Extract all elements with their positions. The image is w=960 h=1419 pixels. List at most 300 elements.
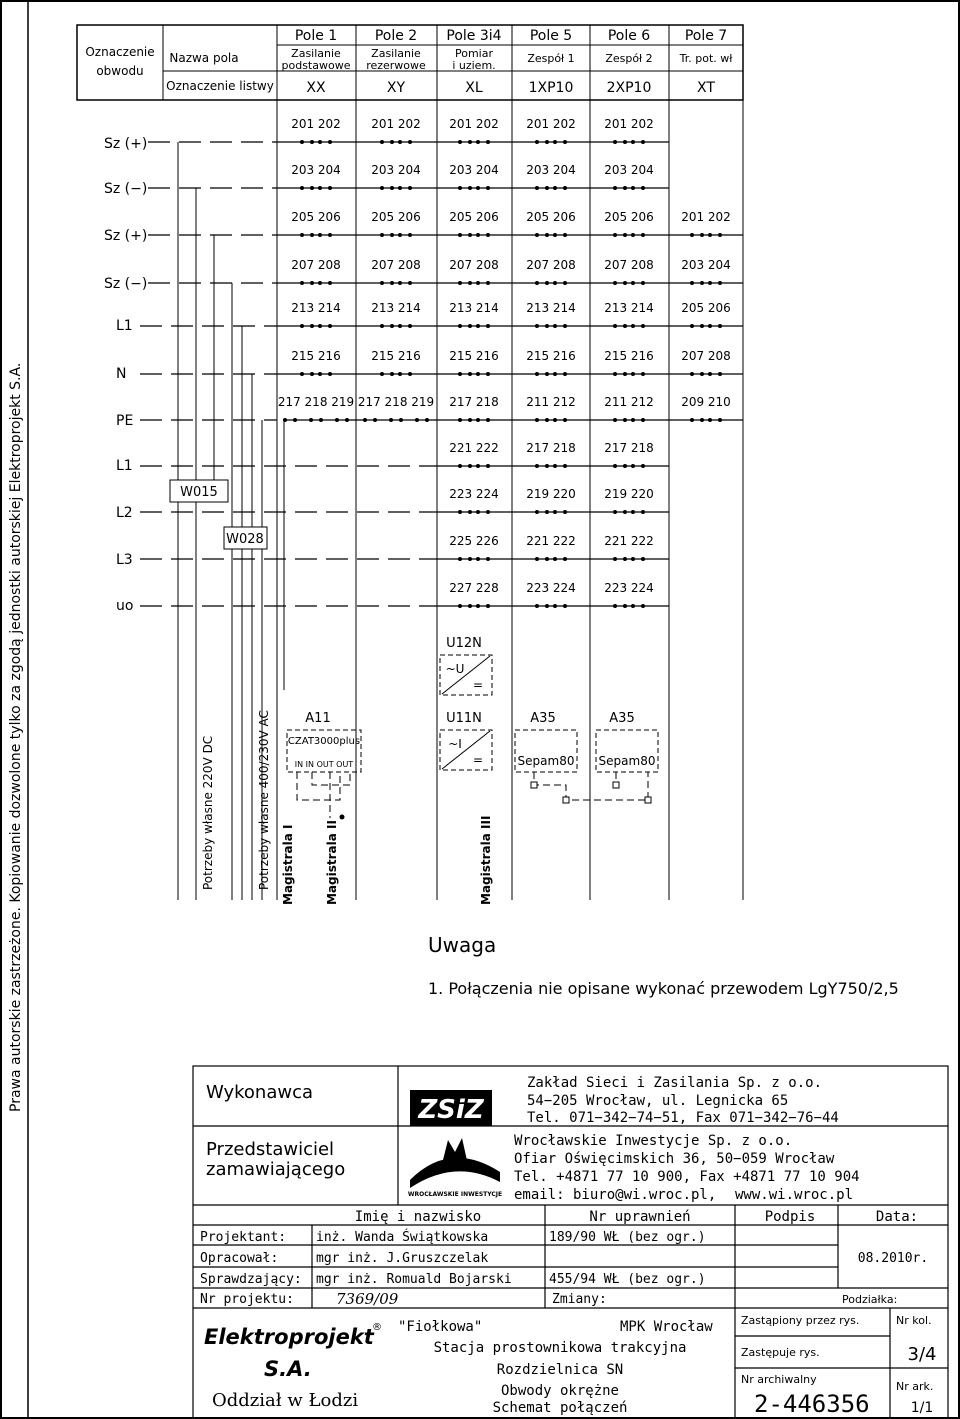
terminal-label-row4-3: 207 208: [526, 258, 576, 272]
terminal-dot: [486, 418, 490, 422]
designer-label: Projektant:: [200, 1230, 287, 1245]
terminal-dot: [623, 464, 627, 468]
terminal-dot: [468, 281, 472, 285]
terminal-dot: [476, 324, 480, 328]
strip-2: XY: [386, 80, 406, 96]
device-u12n: U12N: [446, 636, 482, 651]
terminal-dot: [613, 186, 617, 190]
terminal-dot: [535, 281, 539, 285]
terminal-dot: [718, 418, 722, 422]
terminal-dot: [476, 186, 480, 190]
terminal-dot: [613, 233, 617, 237]
terminal-dot: [631, 186, 635, 190]
terminal-label-row1-1: 201 202: [371, 117, 421, 131]
terminal-label-row3-0: 205 206: [291, 210, 341, 224]
col-no: 3/4: [907, 1344, 937, 1365]
terminal-label-row5-1: 213 214: [371, 301, 421, 315]
terminal-dot: [690, 324, 694, 328]
terminal-dot: [380, 372, 384, 376]
device-czat: CZAT3000plus: [287, 736, 361, 747]
terminal-dot: [486, 510, 490, 514]
terminal-dot: [318, 281, 322, 285]
terminal-dot: [535, 324, 539, 328]
field-name-label: Nazwa pola: [169, 51, 239, 65]
terminal-dot: [468, 418, 472, 422]
terminal-label-row1-2: 201 202: [449, 117, 499, 131]
terminal-label-row6-4: 215 216: [604, 349, 654, 363]
terminal-dot: [468, 233, 472, 237]
pole-7: Pole 7: [684, 28, 728, 44]
strip-label: Oznaczenie listwy: [166, 79, 274, 93]
terminal-dot: [458, 233, 462, 237]
terminal-dot: [476, 604, 480, 608]
bus-dot: [340, 815, 345, 820]
terminal-label-row7-3: 211 212: [526, 395, 576, 409]
terminal-dot: [641, 464, 645, 468]
terminal-label-row9-2: 223 224: [449, 487, 499, 501]
circuit-label-2: obwodu: [96, 64, 144, 78]
terminal-dot: [309, 418, 313, 422]
terminal-dot: [363, 418, 367, 422]
svg-text:S.A.: S.A.: [264, 1357, 312, 1381]
terminal-dot: [390, 372, 394, 376]
terminal-dot: [408, 281, 412, 285]
circuit-l2: L2: [116, 505, 133, 521]
terminal-dot: [398, 372, 402, 376]
terminal-dot: [458, 372, 462, 376]
terminal-dot: [613, 140, 617, 144]
terminal-label-row10-3: 221 222: [526, 534, 576, 548]
col-date: Data:: [875, 1209, 919, 1225]
device-a35-2: A35: [609, 711, 635, 726]
circuit-sz-plus-1: Sz (+): [104, 136, 148, 152]
drawing-description: [398, 1319, 713, 1416]
tb-contractor: Wykonawca: [206, 1082, 314, 1103]
terminal-dot: [319, 418, 323, 422]
terminal-dot: [318, 186, 322, 190]
terminal-dot: [641, 281, 645, 285]
bus-magistrala-2: Magistrala II: [325, 820, 339, 905]
terminal-dot: [553, 510, 557, 514]
table-headers: [355, 1209, 918, 1225]
terminal-label-row4-2: 207 208: [449, 258, 499, 272]
terminal-dot: [535, 140, 539, 144]
desc-4: Schemat połączeń: [492, 1400, 628, 1416]
terminal-dot: [310, 324, 314, 328]
circuit-n: N: [116, 366, 127, 382]
terminal-dot: [545, 233, 549, 237]
checker-name: mgr inż. Romuald Bojarski: [316, 1272, 512, 1287]
terminal-dot: [690, 372, 694, 376]
date-value: 08.2010r.: [857, 1251, 929, 1266]
terminal-label-row4-5: 203 204: [681, 258, 731, 272]
pole-5: Pole 5: [529, 28, 573, 44]
company1-line1: Zakład Sieci i Zasilania Sp. z o.o.: [527, 1075, 823, 1091]
terminal-dot: [563, 372, 567, 376]
obj-name: "Fiołkowa": [398, 1319, 483, 1335]
note-text: 1. Połączenia nie opisane wykonać przewodem LgY750/2,5: [428, 979, 899, 998]
terminal-dot: [468, 604, 472, 608]
company2-line1: Wrocławskie Inwestycje Sp. z o.o.: [514, 1133, 793, 1149]
terminal-dot: [310, 233, 314, 237]
terminal-label-row10-4: 221 222: [604, 534, 654, 548]
terminal-dot: [631, 464, 635, 468]
terminal-dot: [545, 604, 549, 608]
field-1-name: Zasilanie: [291, 47, 341, 60]
elektroprojekt-logo: [204, 1322, 382, 1381]
terminal-label-row2-3: 203 204: [526, 163, 576, 177]
terminal-dot: [708, 372, 712, 376]
terminal-dot: [390, 281, 394, 285]
designer-license: 189/90 WŁ (bez ogr.): [549, 1230, 706, 1245]
terminal-label-row4-0: 207 208: [291, 258, 341, 272]
terminal-dot: [535, 464, 539, 468]
terminal-dot: [300, 372, 304, 376]
terminal-label-row10-2: 225 226: [449, 534, 499, 548]
terminal-dot: [553, 324, 557, 328]
terminal-dot: [563, 604, 567, 608]
terminal-dot: [486, 557, 490, 561]
svg-text:Elektroprojekt: Elektroprojekt: [204, 1325, 374, 1349]
terminal-dot: [553, 557, 557, 561]
terminal-dot: [545, 324, 549, 328]
device-a11: A11: [305, 711, 331, 726]
circuit-l1: L1: [116, 458, 133, 474]
terminal-label-row7-1: 217 218 219: [357, 395, 435, 409]
terminal-dot: [328, 233, 332, 237]
terminal-dot: [535, 186, 539, 190]
field-7-name: Tr. pot. wł: [679, 52, 733, 65]
terminal-dot: [535, 604, 539, 608]
terminal-dot: [623, 557, 627, 561]
terminal-dot: [613, 604, 617, 608]
terminal-label-row9-3: 219 220: [526, 487, 576, 501]
terminal-dot: [300, 186, 304, 190]
terminal-dot: [468, 140, 472, 144]
terminal-label-row1-4: 201 202: [604, 117, 654, 131]
circuit-labels: [104, 136, 147, 614]
field-3-name-2: i uziem.: [452, 59, 496, 72]
terminal-dot: [390, 186, 394, 190]
device-a35-1: A35: [530, 711, 556, 726]
archive-label: Nr archiwalny: [741, 1373, 817, 1386]
terminal-dot: [458, 510, 462, 514]
terminal-dot: [700, 281, 704, 285]
terminal-dot: [563, 557, 567, 561]
terminal-dot: [708, 233, 712, 237]
terminal-label-row2-4: 203 204: [604, 163, 654, 177]
terminal-dot: [623, 233, 627, 237]
terminal-dot: [623, 324, 627, 328]
terminal-dot: [641, 557, 645, 561]
terminal-dot: [623, 281, 627, 285]
terminal-dot: [468, 557, 472, 561]
device-sepam-2: Sepam80: [598, 754, 656, 768]
terminal-dot: [545, 140, 549, 144]
svg-text:®: ®: [372, 1322, 382, 1333]
terminal-dot: [373, 418, 377, 422]
terminal-dot: [641, 510, 645, 514]
terminal-dot: [408, 140, 412, 144]
terminal-dot: [300, 233, 304, 237]
field-3-name: Pomiar: [454, 47, 494, 60]
terminal-dot: [613, 418, 617, 422]
terminal-dot: [563, 186, 567, 190]
scale-label: Podziałka:: [842, 1293, 898, 1306]
drafter-label: Opracował:: [200, 1251, 279, 1266]
col-no-label: Nr kol.: [896, 1314, 932, 1327]
strip-7: XT: [697, 80, 715, 96]
terminal-dot: [486, 464, 490, 468]
terminal-dot: [718, 281, 722, 285]
terminal-dot: [623, 140, 627, 144]
circuit-sz-minus-2: Sz (−): [104, 276, 148, 292]
terminal-dot: [390, 233, 394, 237]
replaced-label: Zastąpiony przez rys.: [741, 1314, 860, 1327]
terminal-dot: [468, 324, 472, 328]
terminal-dot: [468, 372, 472, 376]
u11n-sym2: =: [472, 753, 484, 767]
terminal-dot: [613, 464, 617, 468]
terminal-dot: [613, 281, 617, 285]
device-czat-io: IN IN OUT OUT: [294, 760, 354, 769]
terminal-dot: [398, 324, 402, 328]
terminal-label-row5-2: 213 214: [449, 301, 499, 315]
terminal-label-row5-3: 213 214: [526, 301, 576, 315]
strip-3: XL: [465, 80, 483, 96]
terminal-dot: [425, 418, 429, 422]
terminal-dot: [458, 140, 462, 144]
circuit-uo: uo: [116, 598, 134, 614]
checker-license: 455/94 WŁ (bez ogr.): [549, 1272, 706, 1287]
terminal-dot: [380, 324, 384, 328]
terminal-dot: [623, 604, 627, 608]
terminal-dot: [476, 557, 480, 561]
terminal-label-row3-1: 205 206: [371, 210, 421, 224]
pole-1: Pole 1: [294, 28, 338, 44]
terminal-dot: [476, 233, 480, 237]
terminal-dot: [458, 557, 462, 561]
terminal-dot: [631, 372, 635, 376]
terminal-label-row5-5: 205 206: [681, 301, 731, 315]
terminal-dot: [486, 233, 490, 237]
terminal-dot: [545, 510, 549, 514]
terminal-label-row3-5: 201 202: [681, 210, 731, 224]
company2-line3: Tel. +4871 77 10 900, Fax +4871 77 10 904: [514, 1169, 860, 1185]
terminal-rows: [277, 117, 743, 608]
strip-5: 1XP10: [528, 80, 574, 96]
terminal-dot: [300, 324, 304, 328]
branch: Oddział w Łodzi: [212, 1390, 359, 1411]
col-sign: Podpis: [764, 1209, 816, 1225]
pole-6: Pole 6: [607, 28, 651, 44]
terminal-dot: [468, 186, 472, 190]
terminal-dot: [318, 140, 322, 144]
terminal-dot: [535, 418, 539, 422]
terminal-label-row6-2: 215 216: [449, 349, 499, 363]
terminal-dot: [390, 140, 394, 144]
wi-logo: [408, 1138, 502, 1198]
terminal-dot: [545, 372, 549, 376]
terminal-label-row5-4: 213 214: [604, 301, 654, 315]
project-no: 7369/09: [336, 1290, 399, 1308]
terminal-dot: [545, 464, 549, 468]
terminal-dot: [690, 281, 694, 285]
terminal-dot: [335, 418, 339, 422]
terminal-label-row6-1: 215 216: [371, 349, 421, 363]
terminal-label-row11-2: 227 228: [449, 581, 499, 595]
terminal-dot: [328, 186, 332, 190]
sheet-label: Nr ark.: [896, 1380, 934, 1393]
terminal-dot: [623, 372, 627, 376]
terminal-dot: [641, 418, 645, 422]
cable-w028: W028: [226, 532, 264, 547]
terminal-label-row5-0: 213 214: [291, 301, 341, 315]
cable-w015: W015: [180, 485, 218, 500]
desc-1: Stacja prostownikowa trakcyjna: [433, 1340, 687, 1356]
terminal-dot: [486, 324, 490, 328]
terminal-label-row1-0: 201 202: [291, 117, 341, 131]
bus-magistrala-3: Magistrala III: [479, 815, 493, 905]
terminal-dot: [553, 233, 557, 237]
col-name: Imię i nazwisko: [354, 1209, 482, 1225]
pole-2: Pole 2: [374, 28, 418, 44]
terminal-dot: [563, 281, 567, 285]
terminal-dot: [476, 510, 480, 514]
terminal-dot: [718, 372, 722, 376]
terminal-dot: [623, 418, 627, 422]
terminal-dot: [468, 464, 472, 468]
terminal-dot: [700, 324, 704, 328]
pole-3: Pole 3i4: [446, 28, 502, 44]
terminal-dot: [328, 140, 332, 144]
terminal-dot: [458, 324, 462, 328]
terminal-dot: [641, 604, 645, 608]
terminal-dot: [293, 418, 297, 422]
bus-links: [297, 772, 648, 818]
field-2-name-2: rezerwowe: [366, 59, 426, 72]
terminal-dot: [398, 140, 402, 144]
terminal-label-row3-2: 205 206: [449, 210, 499, 224]
u12n-sym1: ~U: [445, 662, 465, 676]
u11n-sym1: ~I: [448, 737, 462, 751]
terminal-label-row8-3: 217 218: [526, 441, 576, 455]
terminal-dot: [563, 140, 567, 144]
terminal-dot: [390, 324, 394, 328]
company2-line2: Ofiar Oświęcimskich 36, 50−059 Wrocław: [514, 1151, 835, 1167]
terminal-label-row8-4: 217 218: [604, 441, 654, 455]
terminal-dot: [535, 557, 539, 561]
company2-line4b: www.wi.wroc.pl: [735, 1187, 854, 1203]
terminal-dot: [623, 510, 627, 514]
terminal-dot: [328, 281, 332, 285]
terminal-dot: [300, 281, 304, 285]
terminal-dot: [641, 233, 645, 237]
company-2: [514, 1133, 860, 1203]
bus-magistrala-1: Magistrala I: [281, 824, 295, 905]
archive-no: 2-446356: [754, 1390, 870, 1418]
tb-client-rep-2: zamawiającego: [206, 1159, 346, 1180]
terminal-dot: [310, 186, 314, 190]
svg-text:WROCŁAWSKIE INWESTYCJE: WROCŁAWSKIE INWESTYCJE: [407, 1191, 503, 1198]
changes-label: Zmiany:: [552, 1292, 607, 1307]
terminal-dot: [613, 557, 617, 561]
terminal-dot: [553, 186, 557, 190]
company1-line3: Tel. 071−342−74−51, Fax 071−342−76−44: [527, 1110, 839, 1126]
circuit-l3: L3: [116, 552, 133, 568]
device-u11n: U11N: [446, 711, 482, 726]
terminal-dot: [631, 557, 635, 561]
terminal-dot: [458, 464, 462, 468]
sheet-no: 1/1: [910, 1400, 934, 1416]
terminal-dot: [613, 510, 617, 514]
terminal-dot: [415, 418, 419, 422]
terminal-dot: [408, 324, 412, 328]
terminal-dot: [631, 324, 635, 328]
circuit-sz-plus-2: Sz (+): [104, 228, 148, 244]
terminal-dot: [563, 510, 567, 514]
terminal-dot: [458, 281, 462, 285]
terminal-dot: [380, 281, 384, 285]
terminal-label-row4-4: 207 208: [604, 258, 654, 272]
terminal-dot: [476, 281, 480, 285]
project-label: Nr projektu:: [200, 1292, 294, 1307]
copyright-note: Prawa autorskie zastrzeżone. Kopiowanie dozwolone tylko za zgodą jednostki autorskiej Elektroprojekt S.A.: [8, 362, 24, 1112]
field-1-name-2: podstawowe: [281, 59, 351, 72]
terminal-dot: [623, 186, 627, 190]
tb-client-rep-1: Przedstawiciel: [206, 1139, 335, 1160]
terminal-label-row6-5: 207 208: [681, 349, 731, 363]
terminal-dot: [563, 464, 567, 468]
terminal-dot: [631, 510, 635, 514]
terminal-dot: [700, 372, 704, 376]
terminal-label-row11-3: 223 224: [526, 581, 576, 595]
investor: MPK Wrocław: [620, 1319, 713, 1335]
circuit-sz-minus-1: Sz (−): [104, 181, 148, 197]
svg-text:ZSiZ: ZSiZ: [418, 1095, 484, 1125]
terminal-dot: [631, 604, 635, 608]
strip-6: 2XP10: [606, 80, 652, 96]
terminal-dot: [708, 324, 712, 328]
terminal-dot: [328, 372, 332, 376]
terminal-dot: [318, 372, 322, 376]
terminal-dot: [690, 233, 694, 237]
terminal-label-row6-3: 215 216: [526, 349, 576, 363]
terminal-dot: [408, 372, 412, 376]
terminal-dot: [613, 372, 617, 376]
terminal-dot: [613, 324, 617, 328]
terminal-label-row3-4: 205 206: [604, 210, 654, 224]
terminal-dot: [408, 233, 412, 237]
terminal-dot: [476, 140, 480, 144]
field-5-name: Zespół 1: [527, 52, 575, 65]
drawing-numbers: [741, 1314, 936, 1418]
field-2-name: Zasilanie: [371, 47, 421, 60]
terminal-dot: [553, 372, 557, 376]
terminal-label-row11-4: 223 224: [604, 581, 654, 595]
terminal-dot: [545, 186, 549, 190]
pole-vertical-lines: [277, 100, 743, 900]
checker-label: Sprawdzający:: [200, 1272, 302, 1287]
terminal-dot: [553, 464, 557, 468]
terminal-dot: [535, 510, 539, 514]
terminal-label-row2-0: 203 204: [291, 163, 341, 177]
personnel-rows: [200, 1229, 928, 1308]
company-1: [527, 1075, 839, 1126]
designer-name: inż. Wanda Świątkowska: [316, 1230, 489, 1245]
circuit-pe: PE: [116, 413, 134, 429]
terminal-dot: [476, 418, 480, 422]
